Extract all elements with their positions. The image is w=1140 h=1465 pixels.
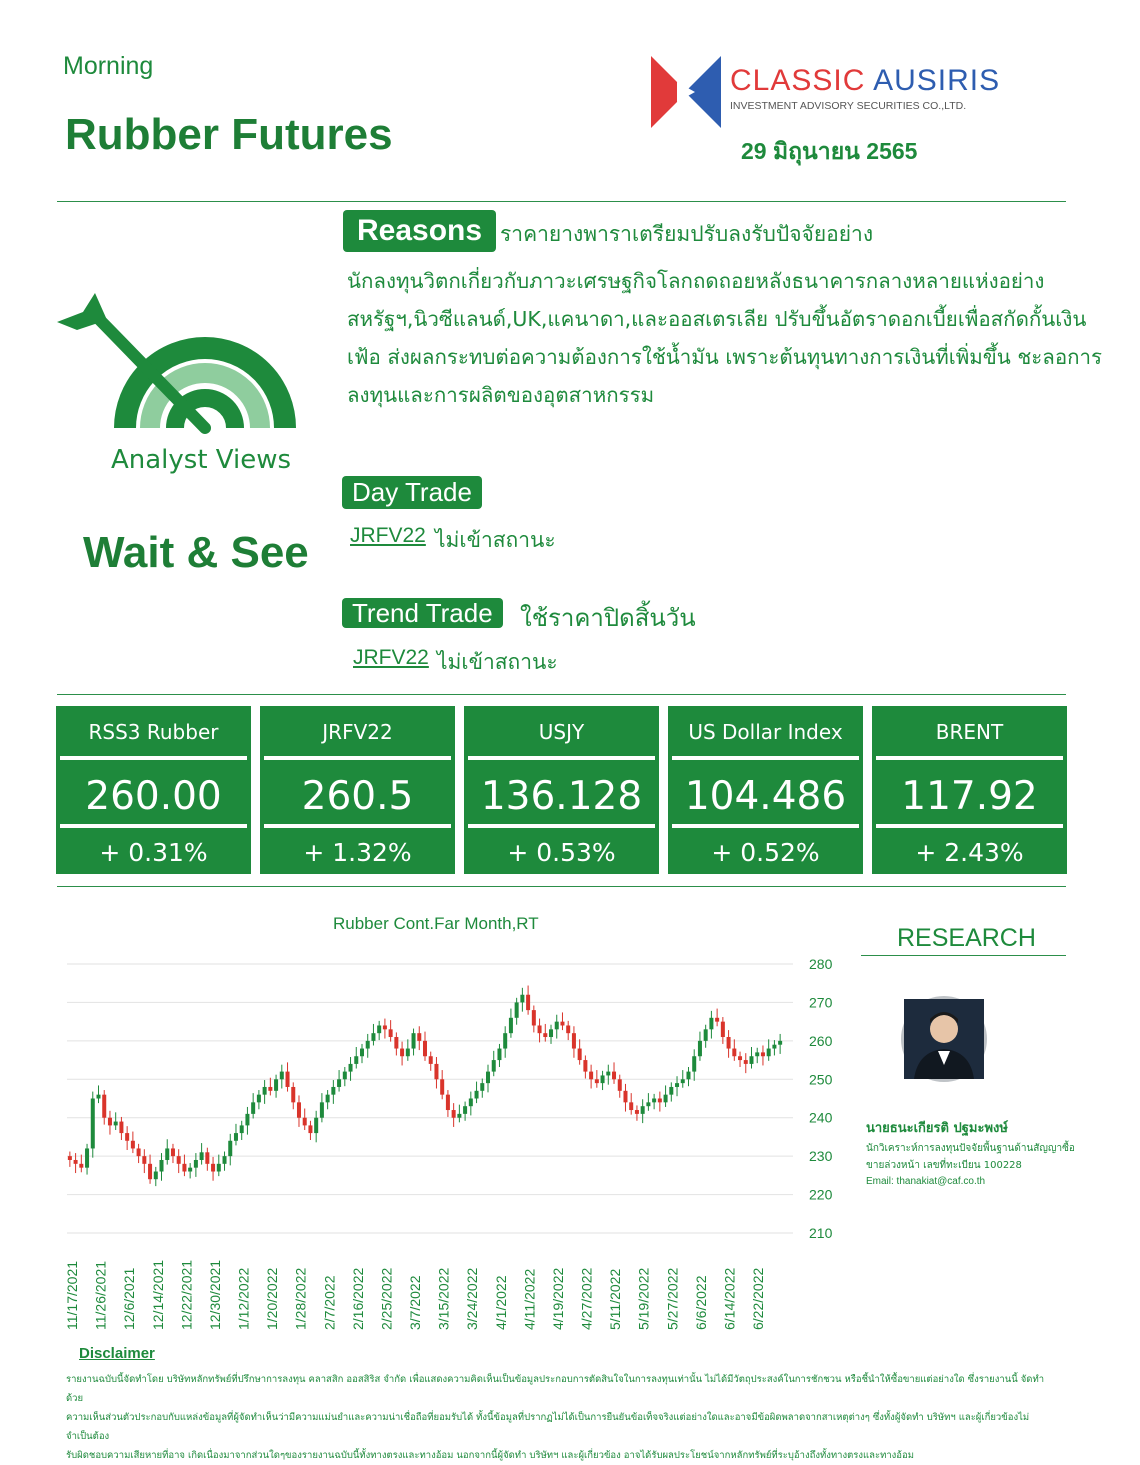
divider-top (57, 201, 1066, 202)
candle-body (761, 1052, 765, 1056)
candle-body (555, 1022, 559, 1030)
person-icon (904, 999, 984, 1079)
candle-body (326, 1095, 330, 1103)
tile-value: 260.00 (85, 774, 222, 819)
y-tick-label: 250 (809, 1071, 833, 1088)
reasons-line: ลงทุนและการผลิตของอุตสาหกรรม (347, 383, 655, 407)
candle-body (417, 1033, 421, 1041)
x-tick-label: 3/7/2022 (407, 1275, 423, 1330)
y-tick-label: 270 (809, 994, 833, 1011)
candle-body (429, 1056, 433, 1064)
candle-body (646, 1102, 650, 1106)
candle-body (188, 1168, 192, 1172)
candle-body (755, 1052, 759, 1056)
candle-body (446, 1095, 450, 1110)
candle-body (400, 1049, 404, 1057)
candle-body (715, 1018, 719, 1022)
candle-body (675, 1083, 679, 1087)
candle-body (618, 1079, 622, 1091)
session-label: Morning (63, 52, 154, 80)
candle-body (234, 1133, 238, 1141)
day-trade-action: ไม่เข้าสถานะ (435, 528, 556, 552)
market-tile-usjy (464, 706, 659, 874)
brand-subtitle: INVESTMENT ADVISORY SECURITIES CO.,LTD. (730, 100, 967, 112)
analyst-avatar (901, 996, 987, 1082)
candle-body (492, 1060, 496, 1072)
candle-body (612, 1072, 616, 1080)
candle-body (709, 1018, 713, 1030)
candle-body (291, 1087, 295, 1102)
candle-body (389, 1029, 393, 1037)
x-tick-label: 6/14/2022 (721, 1267, 738, 1330)
candle-body (263, 1087, 267, 1095)
target-arrow-icon (55, 290, 295, 480)
disclaimer-line: รับผิดชอบความเสียหายที่อาจ เกิดเนื่องมาจากส่วนใดๆของรายงานฉบับนี้ทั้งทางตรงและทางอ้อม นอกจากนี้ผู้จัดทำ บริษัทฯ และผู้เกี่ยวข้อง อาจได้รับผลประโยชน์จากหลักทรัพย์ที่ระบุอ้างถึงทั้งทางตรงและทางอ้อม (66, 1450, 914, 1461)
candle-body (704, 1029, 708, 1041)
candle-body (452, 1110, 456, 1118)
candle-body (343, 1072, 347, 1080)
candle-body (560, 1022, 564, 1026)
candle-body (475, 1091, 479, 1099)
candle-body (354, 1056, 358, 1064)
brand-name (730, 64, 1000, 98)
candle-body (131, 1141, 135, 1149)
reasons-line: นักลงทุนวิตกเกี่ยวกับภาวะเศรษฐกิจโลกถดถอยหลังธนาคารกลางหลายแห่งอย่าง (347, 269, 1045, 293)
market-tile-rss3 (56, 706, 251, 874)
candle-body (274, 1079, 278, 1091)
reasons-badge: Reasons (343, 210, 496, 252)
candle-body (727, 1037, 731, 1049)
tile-value: 117.92 (901, 774, 1038, 819)
x-tick-label: 5/11/2022 (607, 1268, 624, 1330)
candle-body (205, 1152, 209, 1164)
candle-body (165, 1148, 169, 1160)
candle-body (566, 1025, 570, 1033)
candle-body (681, 1079, 685, 1083)
candle-body (377, 1025, 381, 1033)
candle-body (749, 1056, 753, 1064)
y-tick-label: 230 (809, 1148, 833, 1165)
candle-body (286, 1072, 290, 1087)
y-tick-label: 240 (809, 1109, 833, 1126)
candle-body (497, 1049, 501, 1061)
candle-body (721, 1022, 725, 1037)
chart-title: Rubber Cont.Far Month,RT (333, 914, 539, 933)
candle-body (68, 1156, 72, 1160)
candle-body (423, 1041, 427, 1056)
tile-name: JRFV22 (322, 720, 393, 744)
candle-body (349, 1064, 353, 1072)
candle-body (228, 1141, 232, 1156)
x-tick-label: 6/22/2022 (750, 1267, 766, 1330)
divider-lower (57, 886, 1066, 887)
candle-body (217, 1164, 221, 1172)
x-tick-label: 4/1/2022 (492, 1275, 509, 1330)
tile-divider (672, 756, 859, 760)
candle-body (91, 1099, 95, 1149)
candle-body (406, 1049, 410, 1057)
candle-body (652, 1099, 656, 1103)
tile-divider (60, 756, 247, 760)
candle-body (171, 1148, 175, 1156)
x-tick-label: 12/30/2021 (206, 1259, 223, 1330)
candle-body (572, 1033, 576, 1048)
candle-body (108, 1118, 112, 1126)
disclaimer-title: Disclaimer (79, 1345, 155, 1362)
candle-body (635, 1110, 639, 1114)
x-tick-label: 4/27/2022 (578, 1267, 595, 1330)
trend-trade-symbol: JRFV22 (353, 646, 429, 669)
x-tick-label: 1/28/2022 (292, 1267, 309, 1330)
divider-middle (57, 694, 1066, 695)
candle-body (102, 1095, 106, 1118)
candle-body (469, 1099, 473, 1107)
candle-body (337, 1079, 341, 1087)
candle-body (142, 1156, 146, 1164)
x-tick-label: 12/14/2021 (149, 1259, 166, 1330)
candle-body (486, 1072, 490, 1084)
x-tick-label: 3/24/2022 (464, 1267, 481, 1330)
candle-body (280, 1072, 284, 1080)
tile-divider (876, 756, 1063, 760)
candle-body (119, 1122, 123, 1134)
candle-body (114, 1122, 118, 1126)
x-tick-label: 6/6/2022 (692, 1275, 709, 1330)
tile-divider (468, 756, 655, 760)
trend-trade-badge: Trend Trade (342, 598, 503, 628)
candle-body (778, 1041, 782, 1045)
y-tick-label: 210 (809, 1225, 833, 1241)
research-title: RESEARCH (897, 924, 1036, 952)
candle-body (595, 1079, 599, 1083)
candle-body (664, 1095, 668, 1103)
x-tick-label: 12/22/2021 (178, 1259, 195, 1330)
candle-body (79, 1164, 83, 1168)
reasons-body (347, 262, 1107, 414)
x-tick-label: 5/19/2022 (635, 1267, 652, 1330)
candle-body (641, 1106, 645, 1114)
x-tick-label: 2/7/2022 (321, 1275, 338, 1330)
tile-name: RSS3 Rubber (88, 720, 219, 744)
brand-name-ausiris: AUSIRIS (873, 64, 1001, 97)
reasons-line: เฟ้อ ส่งผลกระทบต่อความต้องการใช้น้ำมัน เพราะต้นทุนทางการเงินที่เพิ่มขึ้น ชะลอการ (347, 345, 1103, 369)
day-trade-badge: Day Trade (342, 476, 482, 509)
candle-body (177, 1156, 181, 1164)
candle-body (383, 1025, 387, 1029)
tile-divider (264, 756, 451, 760)
x-tick-label: 3/15/2022 (435, 1267, 452, 1330)
candle-body (480, 1083, 484, 1091)
candle-body (360, 1049, 364, 1057)
candle-body (314, 1118, 318, 1133)
analyst-name: นายธนะเกียรติ ปฐมะพงษ์ (866, 1121, 1008, 1136)
candle-body (240, 1125, 244, 1133)
report-title: Rubber Futures (65, 110, 393, 159)
tile-divider (672, 824, 859, 828)
candle-body (297, 1102, 301, 1117)
reasons-line: สหรัฐฯ,นิวซีแลนด์,UK,แคนาดา,และออสเตรเลีย ปรับขึ้นอัตราดอกเบี้ยเพื่อสกัดกั้นเงิน (347, 307, 1087, 331)
candle-body (686, 1072, 690, 1080)
candle-body (520, 995, 524, 1003)
candle-body (211, 1164, 215, 1172)
candle-body (331, 1087, 335, 1095)
candle-body (412, 1033, 416, 1048)
candle-body (589, 1072, 593, 1080)
market-tile-us-dollar-index (668, 706, 863, 874)
candle-body (85, 1148, 89, 1167)
y-tick-label: 220 (809, 1186, 833, 1203)
candle-body (394, 1037, 398, 1049)
candle-body (96, 1095, 100, 1099)
analyst-role: นักวิเคราะห์การลงทุนปัจจัยพื้นฐานด้านสัญญาซื้อขายล่วงหน้า เลขที่ทะเบียน 100228 (866, 1143, 1075, 1171)
tile-divider (468, 824, 655, 828)
candle-body (303, 1118, 307, 1126)
candle-body (515, 1002, 519, 1017)
candle-body (194, 1160, 198, 1168)
candle-body (137, 1148, 141, 1156)
tile-name: USJY (538, 720, 585, 744)
day-trade-symbol: JRFV22 (350, 524, 426, 547)
x-tick-label: 2/16/2022 (349, 1267, 366, 1330)
tile-value: 136.128 (480, 774, 643, 819)
candle-body (503, 1033, 507, 1048)
candle-body (74, 1160, 78, 1164)
tile-change: + 1.32% (303, 838, 412, 867)
tile-change: + 0.31% (99, 838, 208, 867)
candle-body (744, 1060, 748, 1064)
tile-change: + 2.43% (915, 838, 1024, 867)
disclaimer-line: ความเห็นส่วนตัวประกอบกับแหล่งข้อมูลที่ผู้จัดทำเห็นว่ามีความแม่นยำและความน่าเชื่อถือที่ยอมรับได้ ทั้งนี้ข้อมูลที่ปรากฏไม่ได้เป็นการยืนยันข้อเท็จจริงแต่อย่างใดและอาจมีข้อผิดพลาดจากสาเหตุต่างๆ ซึ่งทั้งผู้จัดทำ บริษัทฯ และผู้เกี่ยวข้องไม่จำเป็นต้อง (66, 1412, 1030, 1442)
candle-body (601, 1075, 605, 1083)
x-tick-label: 1/12/2022 (235, 1267, 252, 1330)
x-tick-label: 4/11/2022 (521, 1268, 538, 1330)
x-tick-label: 2/25/2022 (378, 1267, 395, 1330)
candle-body (371, 1033, 375, 1041)
candle-body (148, 1164, 152, 1179)
tile-divider (264, 824, 451, 828)
market-tile-jrfv22 (260, 706, 455, 874)
trend-trade-note: ใช้ราคาปิดสิ้นวัน (520, 604, 696, 632)
candle-body (538, 1025, 542, 1033)
report-date: 29 มิถุนายน 2565 (741, 138, 918, 164)
candle-body (549, 1029, 553, 1037)
tile-value: 104.486 (684, 774, 847, 819)
tile-divider (60, 824, 247, 828)
analyst-views-label: Analyst Views (110, 445, 292, 475)
research-underline (861, 955, 1066, 956)
x-tick-label: 1/20/2022 (264, 1267, 281, 1330)
company-logo (651, 56, 721, 128)
candle-body (692, 1056, 696, 1071)
candle-body (509, 1018, 513, 1033)
candle-body (732, 1049, 736, 1057)
candle-body (658, 1099, 662, 1103)
candle-body (223, 1156, 227, 1164)
candle-body (698, 1041, 702, 1056)
candle-body (543, 1033, 547, 1037)
reasons-lead-text: ราคายางพาราเตรียมปรับลงรับปัจจัยอย่าง (500, 222, 874, 246)
candle-body (772, 1045, 776, 1049)
tile-value: 260.5 (301, 774, 414, 819)
x-tick-label: 12/6/2021 (121, 1267, 138, 1330)
tile-change: + 0.53% (507, 838, 616, 867)
tile-divider (876, 824, 1063, 828)
candle-body (268, 1087, 272, 1091)
candle-body (320, 1102, 324, 1117)
candle-body (434, 1064, 438, 1079)
brand-name-classic: CLASSIC (730, 64, 866, 97)
candle-body (440, 1079, 444, 1094)
x-tick-label: 11/17/2021 (64, 1260, 80, 1330)
candle-body (578, 1049, 582, 1061)
x-tick-label: 11/26/2021 (92, 1260, 109, 1330)
candle-body (629, 1102, 633, 1110)
candle-body (583, 1060, 587, 1072)
candle-body (463, 1106, 467, 1114)
tile-change: + 0.52% (711, 838, 820, 867)
trend-trade-action: ไม่เข้าสถานะ (437, 650, 558, 674)
candle-body (366, 1041, 370, 1049)
candle-body (308, 1125, 312, 1133)
candle-body (125, 1133, 129, 1141)
candle-body (200, 1152, 204, 1160)
candle-body (251, 1102, 255, 1114)
candle-body (767, 1049, 771, 1057)
x-tick-label: 5/27/2022 (664, 1267, 681, 1330)
market-tile-brent (872, 706, 1067, 874)
candle-body (532, 1010, 536, 1025)
x-tick-label: 4/19/2022 (549, 1267, 566, 1330)
candle-body (245, 1114, 249, 1126)
disclaimer-text (66, 1370, 1046, 1465)
tile-name: BRENT (935, 720, 1004, 744)
price-chart (55, 950, 855, 1340)
analyst-email: Email: thanakiat@caf.co.th (866, 1176, 986, 1187)
candle-body (160, 1160, 164, 1172)
candle-body (457, 1114, 461, 1118)
disclaimer-line: รายงานฉบับนี้จัดทำโดย บริษัทหลักทรัพย์ที่ปรึกษาการลงทุน คลาสสิก ออสสิริส จำกัด เพื่อแสดงความคิดเห็นเป็นข้อมูลประกอบการตัดสินใจในการลงทุนเท่านั้น ไม่ได้มีวัตถุประสงค์ในการชักชวน หรือชี้นำให้ซื้อขายแต่อย่างใด ซึ่งรายงานนี้ จัดทำด้วย (66, 1374, 1045, 1404)
y-tick-label: 280 (809, 956, 833, 972)
recommendation: Wait & See (83, 528, 309, 577)
candle-body (182, 1164, 186, 1172)
candle-body (738, 1056, 742, 1060)
candle-body (526, 995, 530, 1010)
candle-body (154, 1172, 158, 1180)
candle-body (257, 1095, 261, 1103)
candle-body (606, 1072, 610, 1076)
tile-name: US Dollar Index (688, 720, 843, 744)
y-tick-label: 260 (809, 1032, 833, 1049)
candle-body (669, 1087, 673, 1095)
candle-body (623, 1091, 627, 1103)
